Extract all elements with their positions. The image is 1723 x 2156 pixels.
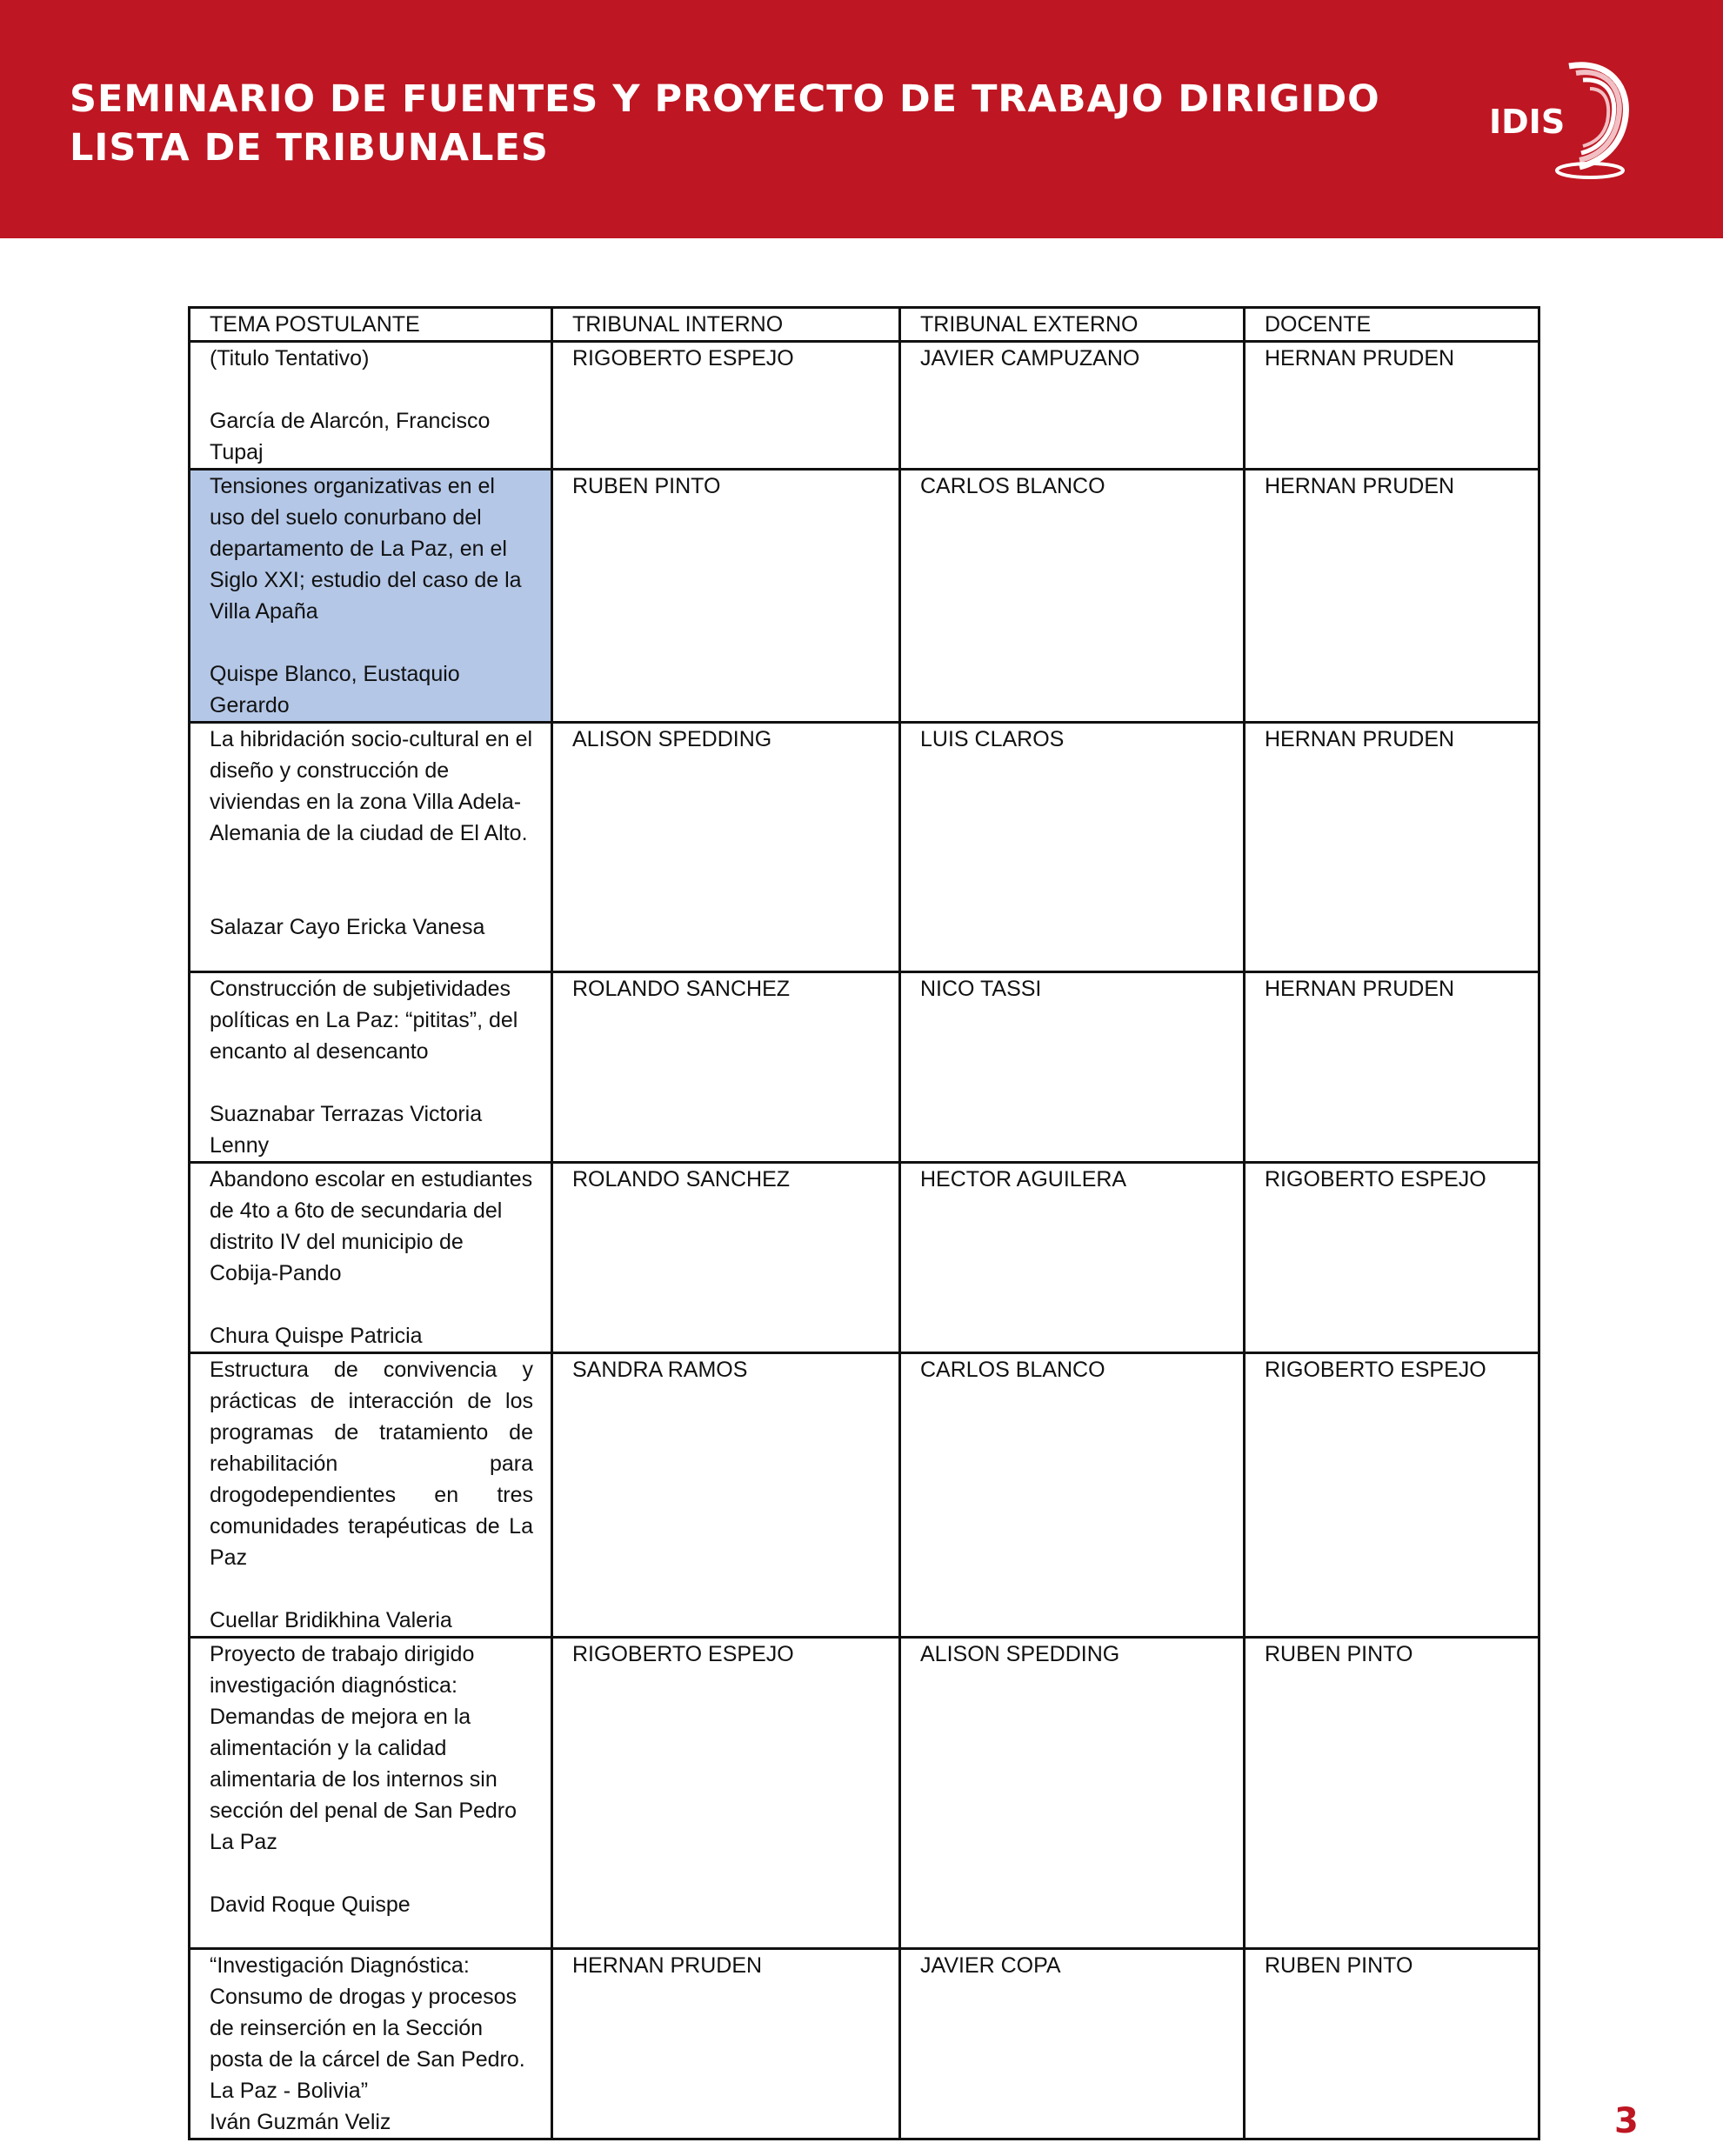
topic-cell	[190, 1353, 552, 1638]
teacher-cell: RIGOBERTO ESPEJO	[1245, 1353, 1539, 1638]
tribunal-table	[188, 306, 1540, 2140]
column-header: TRIBUNAL INTERNO	[552, 308, 900, 342]
thesis-topic: Estructura de convivencia y prácticas de interacción de los programas de tratamiento de rehabilitación para drogodependientes en tres comunidades terapéuticas de La Paz	[210, 1358, 533, 1570]
applicant-name: Chura Quispe Patricia	[210, 1324, 423, 1348]
external-tribunal-cell: LUIS CLAROS	[900, 723, 1245, 972]
teacher-cell: HERNAN PRUDEN	[1245, 470, 1539, 723]
teacher-cell: RIGOBERTO ESPEJO	[1245, 1163, 1539, 1353]
table-row	[190, 972, 1539, 1163]
thesis-topic: La hibridación socio-cultural en el diseño y construcción de viviendas en la zona Villa Adela-Alemania de la ciudad de El Alto.	[210, 727, 533, 845]
table-row	[190, 1163, 1539, 1353]
topic-cell	[190, 972, 552, 1163]
table-row	[190, 1949, 1539, 2139]
thesis-topic: Abandono escolar en estudiantes de 4to a 6to de secundaria del distrito IV del municipio de Cobija-Pando	[210, 1167, 533, 1285]
internal-tribunal-cell: ROLANDO SANCHEZ	[552, 1163, 900, 1353]
applicant-name: Suaznabar Terrazas Victoria Lenny	[210, 1102, 483, 1158]
internal-tribunal-cell: RIGOBERTO ESPEJO	[552, 342, 900, 470]
applicant-name: García de Alarcón, Francisco Tupaj	[210, 409, 491, 464]
internal-tribunal-cell: RUBEN PINTO	[552, 470, 900, 723]
page-title	[70, 75, 1461, 172]
external-tribunal-cell: ALISON SPEDDING	[900, 1638, 1245, 1949]
internal-tribunal-cell: SANDRA RAMOS	[552, 1353, 900, 1638]
table-header-row	[190, 308, 1539, 342]
external-tribunal-cell: JAVIER CAMPUZANO	[900, 342, 1245, 470]
title-line-2: LISTA DE TRIBUNALES	[70, 126, 549, 170]
column-header: DOCENTE	[1245, 308, 1539, 342]
header-banner	[0, 0, 1723, 238]
teacher-cell: HERNAN PRUDEN	[1245, 342, 1539, 470]
external-tribunal-cell: HECTOR AGUILERA	[900, 1163, 1245, 1353]
internal-tribunal-cell: ALISON SPEDDING	[552, 723, 900, 972]
teacher-cell: RUBEN PINTO	[1245, 1949, 1539, 2139]
topic-cell	[190, 342, 552, 470]
topic-cell-highlighted	[190, 470, 552, 723]
applicant-name: Iván Guzmán Veliz	[210, 2110, 391, 2134]
table-row	[190, 342, 1539, 470]
thesis-topic: Construcción de subjetividades políticas en La Paz: “pititas”, del encanto al desencanto	[210, 977, 518, 1064]
topic-cell	[190, 723, 552, 972]
topic-cell	[190, 1638, 552, 1949]
thesis-topic: Tensiones organizativas en el uso del suelo conurbano del departamento de La Paz, en el Siglo XXI; estudio del caso de la Villa Apaña	[210, 474, 522, 624]
thesis-topic: Proyecto de trabajo dirigido investigación diagnóstica: Demandas de mejora en la alimentación y la calidad alimentaria de los internos sin sección del penal de San Pedro La Paz	[210, 1642, 518, 1854]
applicant-name: David Roque Quispe	[210, 1892, 411, 1917]
table-row	[190, 470, 1539, 723]
column-header: TRIBUNAL EXTERNO	[900, 308, 1245, 342]
idis-logo	[1479, 54, 1635, 184]
teacher-cell: HERNAN PRUDEN	[1245, 723, 1539, 972]
external-tribunal-cell: CARLOS BLANCO	[900, 470, 1245, 723]
internal-tribunal-cell: HERNAN PRUDEN	[552, 1949, 900, 2139]
teacher-cell: HERNAN PRUDEN	[1245, 972, 1539, 1163]
applicant-name: Cuellar Bridikhina Valeria	[210, 1608, 452, 1632]
topic-cell	[190, 1949, 552, 2139]
table-row	[190, 1638, 1539, 1949]
external-tribunal-cell: JAVIER COPA	[900, 1949, 1245, 2139]
table-row	[190, 1353, 1539, 1638]
external-tribunal-cell: CARLOS BLANCO	[900, 1353, 1245, 1638]
column-header: TEMA POSTULANTE	[190, 308, 552, 342]
page-number: 3	[1614, 2101, 1639, 2141]
external-tribunal-cell: NICO TASSI	[900, 972, 1245, 1163]
table-row	[190, 723, 1539, 972]
title-line-1: SEMINARIO DE FUENTES Y PROYECTO DE TRABAJO DIRIGIDO	[70, 77, 1380, 121]
applicant-name: Quispe Blanco, Eustaquio Gerardo	[210, 662, 460, 718]
internal-tribunal-cell: ROLANDO SANCHEZ	[552, 972, 900, 1163]
logo-text: IDIS	[1489, 103, 1566, 141]
internal-tribunal-cell: RIGOBERTO ESPEJO	[552, 1638, 900, 1949]
thesis-topic: “Investigación Diagnóstica: Consumo de drogas y procesos de reinserción en la Sección posta de la cárcel de San Pedro. La Paz - Bolivia”	[210, 1953, 525, 2103]
applicant-name: Salazar Cayo Ericka Vanesa	[210, 915, 485, 939]
topic-cell	[190, 1163, 552, 1353]
thesis-topic: (Titulo Tentativo)	[210, 346, 370, 370]
teacher-cell: RUBEN PINTO	[1245, 1638, 1539, 1949]
